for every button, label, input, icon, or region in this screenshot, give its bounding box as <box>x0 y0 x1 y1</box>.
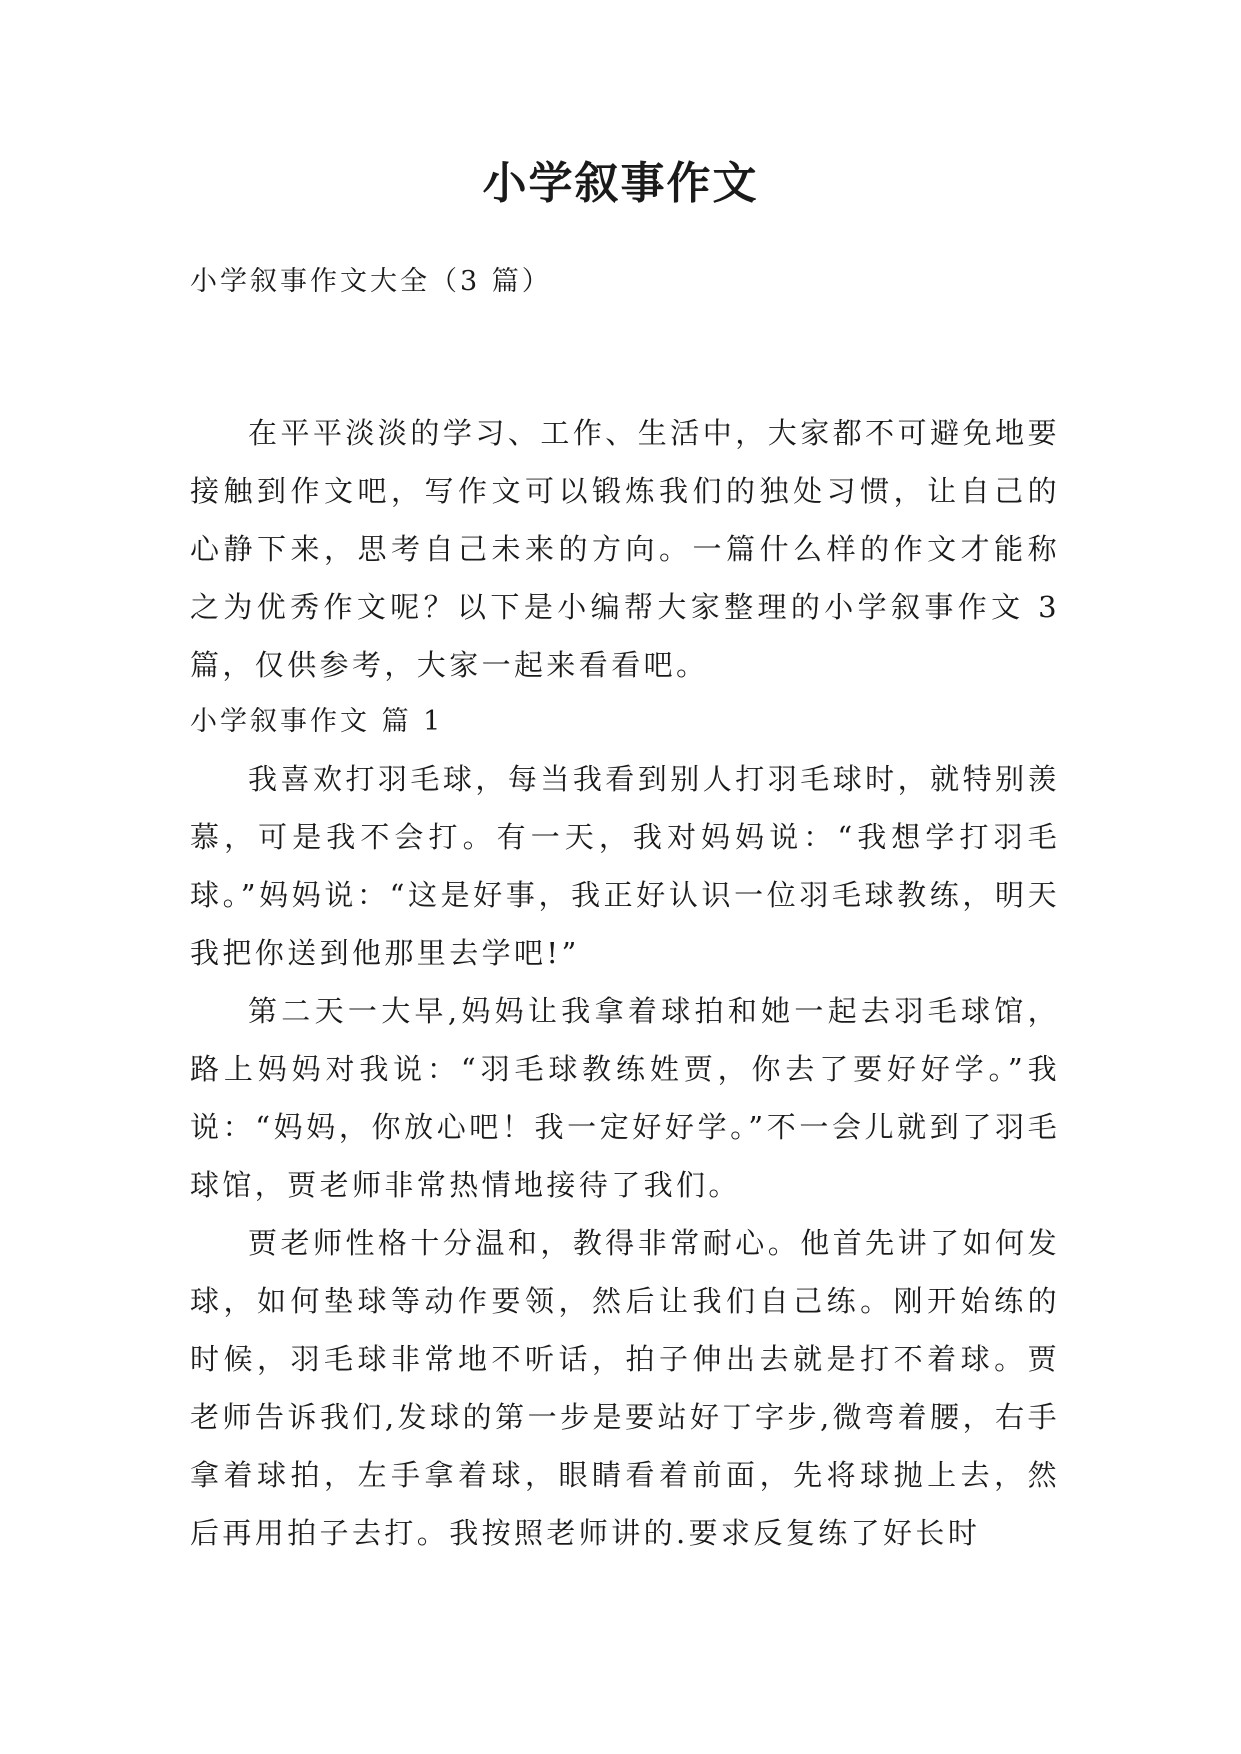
document-title: 小学叙事作文 <box>482 158 759 209</box>
section-heading: 小学叙事作文 篇 1 <box>190 706 444 737</box>
document-body <box>190 404 1060 1562</box>
body-paragraph-3: 贾老师性格十分温和，教得非常耐心。他首先讲了如何发球，如何垫球等动作要领，然后让我们自己练。刚开始练的时候，羽毛球非常地不听话，拍子伸出去就是打不着球。贾老师告诉我们,发球的第一步是要站好丁字步,微弯着腰，右手拿着球拍，左手拿着球，眼睛看着前面，先将球抛上去，然后再用拍子去打。我按照老师讲的.要求反复练了好长时 <box>190 1226 1060 1550</box>
body-paragraph-1: 我喜欢打羽毛球，每当我看到别人打羽毛球时，就特别羡慕，可是我不会打。有一天，我对妈妈说：“我想学打羽毛球。”妈妈说：“这是好事，我正好认识一位羽毛球教练，明天我把你送到他那里去学吧!” <box>190 762 1060 970</box>
intro-paragraph: 在平平淡淡的学习、工作、生活中，大家都不可避免地要接触到作文吧，写作文可以锻炼我们的独处习惯，让自己的心静下来，思考自己未来的方向。一篇什么样的作文才能称之为优秀作文呢？以下是小编帮大家整理的小学叙事作文 3 篇，仅供参考，大家一起来看看吧。 <box>190 416 1060 682</box>
document-subtitle: 小学叙事作文大全（3 篇） <box>190 266 552 297</box>
body-paragraph-2: 第二天一大早,妈妈让我拿着球拍和她一起去羽毛球馆，路上妈妈对我说：“羽毛球教练姓贾，你去了要好好学。”我说：“妈妈，你放心吧！我一定好好学。”不一会儿就到了羽毛球馆，贾老师非常热情地接待了我们。 <box>190 994 1060 1202</box>
